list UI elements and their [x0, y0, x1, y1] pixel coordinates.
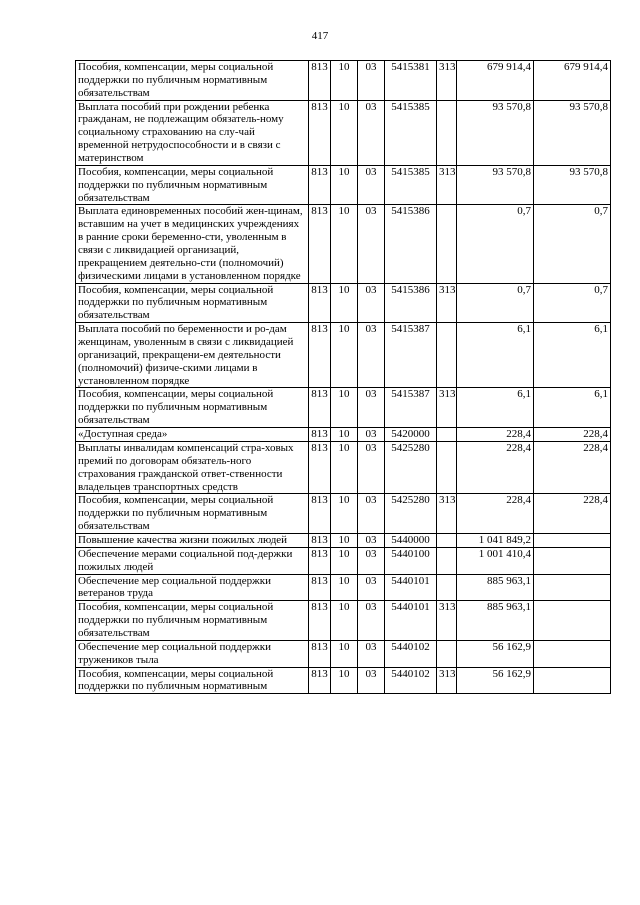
amount-federal: 679 914,4: [534, 61, 611, 101]
amount-total: 1 041 849,2: [457, 533, 534, 547]
table-row: [76, 283, 611, 323]
target-article-code: 5440000: [385, 533, 437, 547]
amount-federal: 228,4: [534, 428, 611, 442]
table-row: [76, 441, 611, 493]
ministry-code: 813: [309, 100, 331, 165]
item-name: Выплата пособий при рождении ребенка гражданам, не подлежащим обязатель-ному социальному страхованию на слу-чай временной нетрудоспособности и в связи с материнством: [76, 100, 309, 165]
section-code: 10: [331, 100, 358, 165]
section-code: 10: [331, 441, 358, 493]
subsection-code: 03: [358, 574, 385, 601]
amount-federal: 0,7: [534, 283, 611, 323]
section-code: 10: [331, 640, 358, 667]
item-name: Пособия, компенсации, меры социальной поддержки по публичным нормативным обязательствам: [76, 61, 309, 101]
target-article-code: 5415386: [385, 205, 437, 283]
page-number: 417: [311, 30, 329, 42]
target-article-code: 5425280: [385, 494, 437, 534]
expense-type-code: [437, 547, 457, 574]
section-code: 10: [331, 601, 358, 641]
amount-federal: 6,1: [534, 323, 611, 388]
subsection-code: 03: [358, 205, 385, 283]
target-article-code: 5415387: [385, 388, 437, 428]
expense-type-code: 313: [437, 283, 457, 323]
amount-total: 1 001 410,4: [457, 547, 534, 574]
expense-type-code: 313: [437, 601, 457, 641]
table-row: [76, 205, 611, 283]
amount-total: 228,4: [457, 428, 534, 442]
expense-type-code: 313: [437, 61, 457, 101]
amount-federal: [534, 667, 611, 694]
ministry-code: 813: [309, 640, 331, 667]
ministry-code: 813: [309, 601, 331, 641]
section-code: 10: [331, 547, 358, 574]
target-article-code: 5440101: [385, 601, 437, 641]
section-code: 10: [331, 494, 358, 534]
expense-type-code: [437, 640, 457, 667]
target-article-code: 5425280: [385, 441, 437, 493]
subsection-code: 03: [358, 283, 385, 323]
ministry-code: 813: [309, 667, 331, 694]
subsection-code: 03: [358, 323, 385, 388]
expense-type-code: 313: [437, 165, 457, 205]
amount-federal: 6,1: [534, 388, 611, 428]
amount-total: 228,4: [457, 441, 534, 493]
amount-federal: 228,4: [534, 494, 611, 534]
subsection-code: 03: [358, 165, 385, 205]
target-article-code: 5415385: [385, 165, 437, 205]
ministry-code: 813: [309, 547, 331, 574]
table-row: [76, 533, 611, 547]
subsection-code: 03: [358, 601, 385, 641]
ministry-code: 813: [309, 205, 331, 283]
amount-total: 885 963,1: [457, 574, 534, 601]
amount-total: 6,1: [457, 388, 534, 428]
section-code: 10: [331, 61, 358, 101]
amount-federal: [534, 574, 611, 601]
amount-total: 6,1: [457, 323, 534, 388]
section-code: 10: [331, 165, 358, 205]
ministry-code: 813: [309, 61, 331, 101]
subsection-code: 03: [358, 61, 385, 101]
table-row: [76, 601, 611, 641]
subsection-code: 03: [358, 640, 385, 667]
amount-federal: [534, 640, 611, 667]
item-name: Пособия, компенсации, меры социальной поддержки по публичным нормативным обязательствам: [76, 388, 309, 428]
subsection-code: 03: [358, 428, 385, 442]
section-code: 10: [331, 388, 358, 428]
section-code: 10: [331, 283, 358, 323]
target-article-code: 5415386: [385, 283, 437, 323]
table-row: [76, 100, 611, 165]
amount-total: 56 162,9: [457, 667, 534, 694]
target-article-code: 5415387: [385, 323, 437, 388]
expense-type-code: [437, 100, 457, 165]
budget-table: [75, 60, 611, 694]
item-name: «Доступная среда»: [76, 428, 309, 442]
amount-federal: 93 570,8: [534, 100, 611, 165]
ministry-code: 813: [309, 441, 331, 493]
subsection-code: 03: [358, 388, 385, 428]
subsection-code: 03: [358, 100, 385, 165]
section-code: 10: [331, 533, 358, 547]
amount-federal: 228,4: [534, 441, 611, 493]
amount-federal: [534, 533, 611, 547]
ministry-code: 813: [309, 165, 331, 205]
item-name: Пособия, компенсации, меры социальной поддержки по публичным нормативным обязательствам: [76, 165, 309, 205]
amount-total: 93 570,8: [457, 165, 534, 205]
item-name: Повышение качества жизни пожилых людей: [76, 533, 309, 547]
expense-type-code: [437, 428, 457, 442]
section-code: 10: [331, 574, 358, 601]
table-body: [76, 61, 611, 694]
section-code: 10: [331, 205, 358, 283]
item-name: Пособия, компенсации, меры социальной поддержки по публичным нормативным обязательствам: [76, 601, 309, 641]
item-name: Выплата единовременных пособий жен-щинам, вставшим на учет в медицинских учреждениях в ранние сроки беременно-сти, уволенным в связи с ликвидацией организаций, прекращением деятельно-сти (полномочий) физическими лицами в установленном порядке: [76, 205, 309, 283]
amount-federal: 0,7: [534, 205, 611, 283]
item-name: Обеспечение мерами социальной под-держки пожилых людей: [76, 547, 309, 574]
expense-type-code: 313: [437, 667, 457, 694]
amount-federal: [534, 601, 611, 641]
ministry-code: 813: [309, 283, 331, 323]
amount-total: 679 914,4: [457, 61, 534, 101]
table-row: [76, 547, 611, 574]
subsection-code: 03: [358, 533, 385, 547]
section-code: 10: [331, 323, 358, 388]
expense-type-code: 313: [437, 388, 457, 428]
item-name: Обеспечение мер социальной поддержки ветеранов труда: [76, 574, 309, 601]
ministry-code: 813: [309, 574, 331, 601]
amount-total: 228,4: [457, 494, 534, 534]
table-row: [76, 165, 611, 205]
subsection-code: 03: [358, 667, 385, 694]
item-name: Пособия, компенсации, меры социальной поддержки по публичным нормативным обязательствам: [76, 494, 309, 534]
ministry-code: 813: [309, 533, 331, 547]
amount-federal: 93 570,8: [534, 165, 611, 205]
item-name: Выплата пособий по беременности и ро-дам женщинам, уволенным в связи с ликвидацией организаций, прекращени-ем деятельности (полномочий) физиче-скими лицами в установленном порядке: [76, 323, 309, 388]
target-article-code: 5415381: [385, 61, 437, 101]
amount-federal: [534, 547, 611, 574]
target-article-code: 5415385: [385, 100, 437, 165]
amount-total: 93 570,8: [457, 100, 534, 165]
ministry-code: 813: [309, 323, 331, 388]
target-article-code: 5420000: [385, 428, 437, 442]
table-row: [76, 428, 611, 442]
table-row: [76, 640, 611, 667]
expense-type-code: [437, 441, 457, 493]
expense-type-code: [437, 533, 457, 547]
target-article-code: 5440102: [385, 640, 437, 667]
expense-type-code: [437, 205, 457, 283]
expense-type-code: 313: [437, 494, 457, 534]
target-article-code: 5440102: [385, 667, 437, 694]
section-code: 10: [331, 428, 358, 442]
amount-total: 0,7: [457, 205, 534, 283]
subsection-code: 03: [358, 441, 385, 493]
item-name: Пособия, компенсации, меры социальной поддержки по публичным нормативным: [76, 667, 309, 694]
expense-type-code: [437, 574, 457, 601]
section-code: 10: [331, 667, 358, 694]
table-row: [76, 494, 611, 534]
amount-total: 56 162,9: [457, 640, 534, 667]
ministry-code: 813: [309, 388, 331, 428]
item-name: Пособия, компенсации, меры социальной поддержки по публичным нормативным обязательствам: [76, 283, 309, 323]
amount-total: 0,7: [457, 283, 534, 323]
target-article-code: 5440100: [385, 547, 437, 574]
expense-type-code: [437, 323, 457, 388]
item-name: Обеспечение мер социальной поддержки тружеников тыла: [76, 640, 309, 667]
table-row: [76, 323, 611, 388]
subsection-code: 03: [358, 494, 385, 534]
item-name: Выплаты инвалидам компенсаций стра-ховых премий по договорам обязатель-ного страхования гражданской ответ-ственности владельцев транспортных средств: [76, 441, 309, 493]
subsection-code: 03: [358, 547, 385, 574]
ministry-code: 813: [309, 494, 331, 534]
table-row: [76, 388, 611, 428]
amount-total: 885 963,1: [457, 601, 534, 641]
table-row: [76, 61, 611, 101]
target-article-code: 5440101: [385, 574, 437, 601]
ministry-code: 813: [309, 428, 331, 442]
table-row: [76, 667, 611, 694]
table-row: [76, 574, 611, 601]
